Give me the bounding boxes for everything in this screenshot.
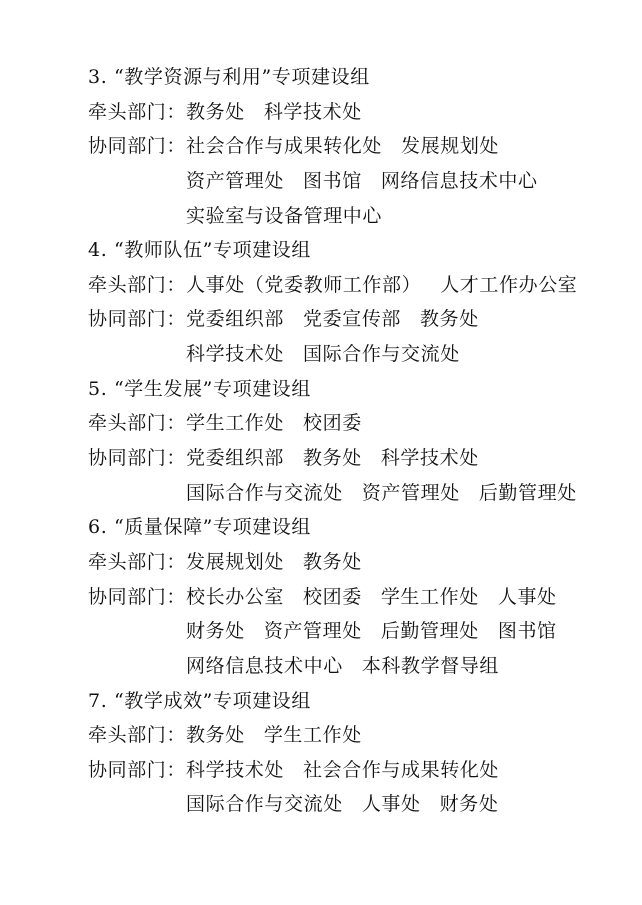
assist-row — [88, 580, 628, 615]
assist-continuation-row — [88, 787, 628, 822]
construction-group — [88, 684, 628, 823]
document-page — [88, 60, 628, 822]
assist-unit: 后勤管理处 — [380, 620, 479, 643]
assist-label: 协同部门： — [88, 585, 187, 608]
lead-row — [88, 406, 628, 441]
lead-row — [88, 268, 628, 303]
lead-label: 牵头部门： — [88, 100, 187, 123]
lead-unit: 发展规划处 — [186, 550, 285, 573]
assist-unit: 校长办公室 — [186, 585, 285, 608]
lead-unit: 教务处 — [186, 100, 245, 123]
assist-unit: 本科教学督导组 — [361, 654, 500, 677]
assist-unit: 社会合作与成果转化处 — [186, 135, 383, 158]
assist-unit: 发展规划处 — [401, 135, 500, 158]
lead-label: 牵头部门： — [88, 550, 187, 573]
lead-unit: 人事处（党委教师工作部） — [186, 273, 422, 296]
assist-unit: 党委组织部 — [186, 308, 285, 331]
assist-unit: 财务处 — [439, 793, 499, 816]
assist-continuation-row — [88, 649, 628, 684]
assist-unit: 国际合作与交流处 — [303, 343, 460, 366]
assist-row — [88, 753, 628, 788]
assist-unit: 科学技术处 — [186, 343, 285, 366]
assist-unit: 图书馆 — [497, 620, 557, 643]
assist-label: 协同部门： — [88, 135, 187, 158]
assist-unit: 党委宣传部 — [303, 308, 402, 331]
lead-unit: 科学技术处 — [263, 100, 362, 123]
assist-unit: 后勤管理处 — [478, 481, 577, 504]
lead-unit: 教务处 — [186, 724, 245, 747]
construction-group — [88, 372, 628, 511]
group-title: 5. “学生发展”专项建设组 — [88, 377, 311, 400]
group-title: 4. “教师队伍”专项建设组 — [88, 239, 311, 262]
group-title: 3. “教学资源与利用”专项建设组 — [88, 66, 370, 88]
assist-row — [88, 302, 628, 337]
assist-label: 协同部门： — [88, 758, 187, 781]
lead-unit: 人才工作办公室 — [440, 273, 578, 296]
assist-continuation-row — [88, 476, 628, 511]
lead-row — [88, 95, 628, 130]
construction-group — [88, 60, 628, 233]
assist-label: 协同部门： — [88, 308, 187, 331]
assist-unit: 财务处 — [186, 620, 245, 643]
lead-label: 牵头部门： — [88, 273, 187, 296]
assist-continuation-row — [88, 164, 628, 199]
assist-unit: 网络信息技术中心 — [380, 169, 538, 192]
assist-unit: 人事处 — [361, 793, 421, 816]
lead-unit: 学生工作处 — [263, 724, 362, 747]
assist-continuation-row — [88, 614, 628, 649]
assist-row — [88, 441, 628, 476]
assist-unit: 网络信息技术中心 — [186, 654, 343, 677]
assist-unit: 教务处 — [420, 308, 479, 331]
lead-row — [88, 545, 628, 580]
assist-unit: 资产管理处 — [263, 620, 362, 643]
group-title: 7. “教学成效”专项建设组 — [88, 689, 311, 712]
lead-row — [88, 718, 628, 753]
assist-unit: 国际合作与交流处 — [186, 481, 343, 504]
construction-group — [88, 233, 628, 372]
assist-continuation-row — [88, 199, 628, 234]
lead-label: 牵头部门： — [88, 724, 187, 747]
assist-unit: 国际合作与交流处 — [186, 793, 343, 816]
lead-label: 牵头部门： — [88, 412, 187, 435]
assist-unit: 教务处 — [303, 447, 362, 470]
assist-unit: 科学技术处 — [186, 758, 285, 781]
assist-label: 协同部门： — [88, 447, 187, 470]
assist-unit: 实验室与设备管理中心 — [186, 204, 383, 227]
assist-unit: 社会合作与成果转化处 — [303, 758, 500, 781]
assist-continuation-row — [88, 337, 628, 372]
assist-unit: 人事处 — [497, 585, 557, 608]
assist-unit: 学生工作处 — [380, 585, 479, 608]
lead-unit: 学生工作处 — [186, 412, 285, 435]
construction-group — [88, 510, 628, 683]
assist-row — [88, 129, 628, 164]
assist-unit: 校团委 — [303, 585, 362, 608]
assist-unit: 科学技术处 — [380, 447, 479, 470]
group-title: 6. “质量保障”专项建设组 — [88, 516, 311, 539]
assist-unit: 图书馆 — [303, 169, 362, 192]
assist-unit: 资产管理处 — [361, 481, 460, 504]
assist-unit: 资产管理处 — [186, 169, 285, 192]
assist-unit: 党委组织部 — [186, 447, 285, 470]
lead-unit: 教务处 — [303, 550, 362, 573]
lead-unit: 校团委 — [303, 412, 362, 435]
